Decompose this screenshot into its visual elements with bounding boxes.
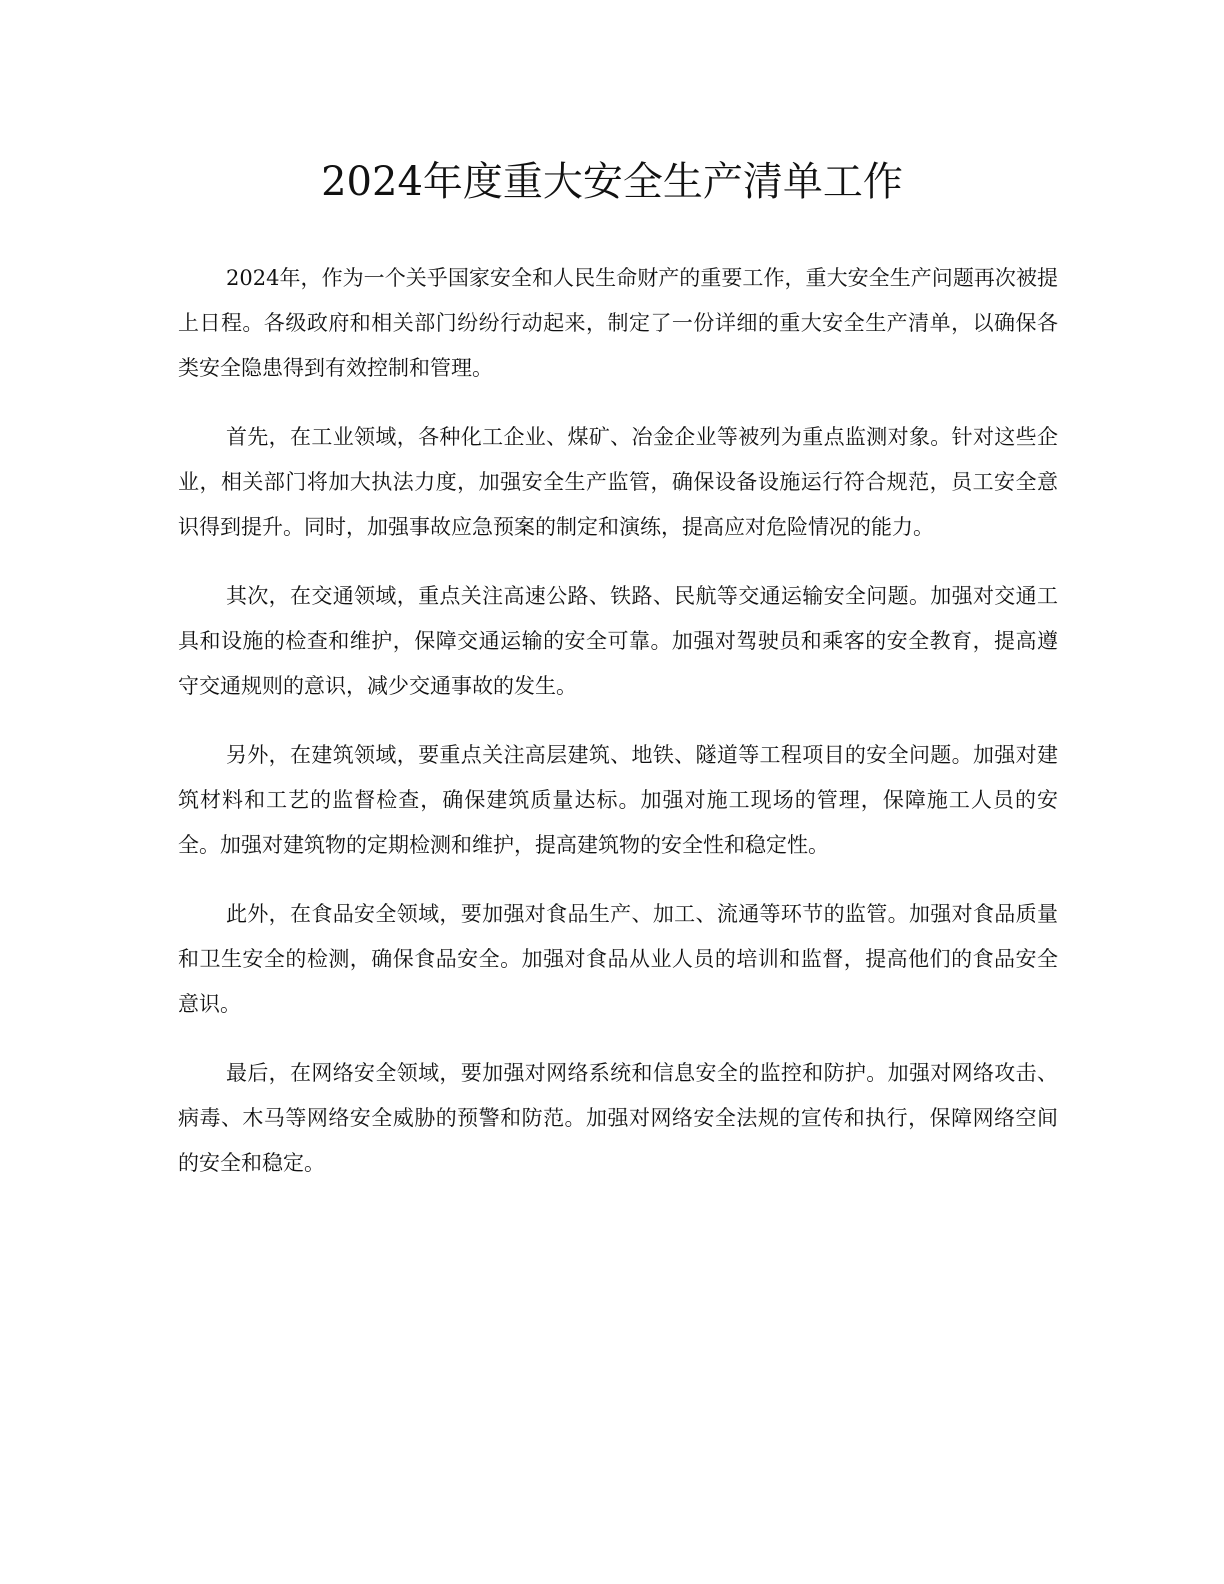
paragraph-construction: 另外，在建筑领域，要重点关注高层建筑、地铁、隧道等工程项目的安全问题。加强对建筑材料和工艺的监督检查，确保建筑质量达标。加强对施工现场的管理，保障施工人员的安全。加强对建筑物的定期检测和维护，提高建筑物的安全性和稳定性。 bbox=[178, 743, 1058, 857]
paragraph-network-security: 最后，在网络安全领域，要加强对网络系统和信息安全的监控和防护。加强对网络攻击、病毒、木马等网络安全威胁的预警和防范。加强对网络安全法规的宣传和执行，保障网络空间的安全和稳定。 bbox=[178, 1061, 1058, 1175]
document-body bbox=[178, 256, 1058, 1210]
paragraph-intro: 2024年，作为一个关乎国家安全和人民生命财产的重要工作，重大安全生产问题再次被提上日程。各级政府和相关部门纷纷行动起来，制定了一份详细的重大安全生产清单，以确保各类安全隐患得到有效控制和管理。 bbox=[178, 266, 1058, 380]
document-title: 2024年度重大安全生产清单工作 bbox=[321, 159, 903, 205]
paragraph-industry: 首先，在工业领域，各种化工企业、煤矿、冶金企业等被列为重点监测对象。针对这些企业，相关部门将加大执法力度，加强安全生产监管，确保设备设施运行符合规范，员工安全意识得到提升。同时，加强事故应急预案的制定和演练，提高应对危险情况的能力。 bbox=[178, 425, 1058, 539]
paragraph-food-safety: 此外，在食品安全领域，要加强对食品生产、加工、流通等环节的监管。加强对食品质量和卫生安全的检测，确保食品安全。加强对食品从业人员的培训和监督，提高他们的食品安全意识。 bbox=[178, 902, 1058, 1016]
paragraph-transport: 其次，在交通领域，重点关注高速公路、铁路、民航等交通运输安全问题。加强对交通工具和设施的检查和维护，保障交通运输的安全可靠。加强对驾驶员和乘客的安全教育，提高遵守交通规则的意识，减少交通事故的发生。 bbox=[178, 584, 1058, 698]
